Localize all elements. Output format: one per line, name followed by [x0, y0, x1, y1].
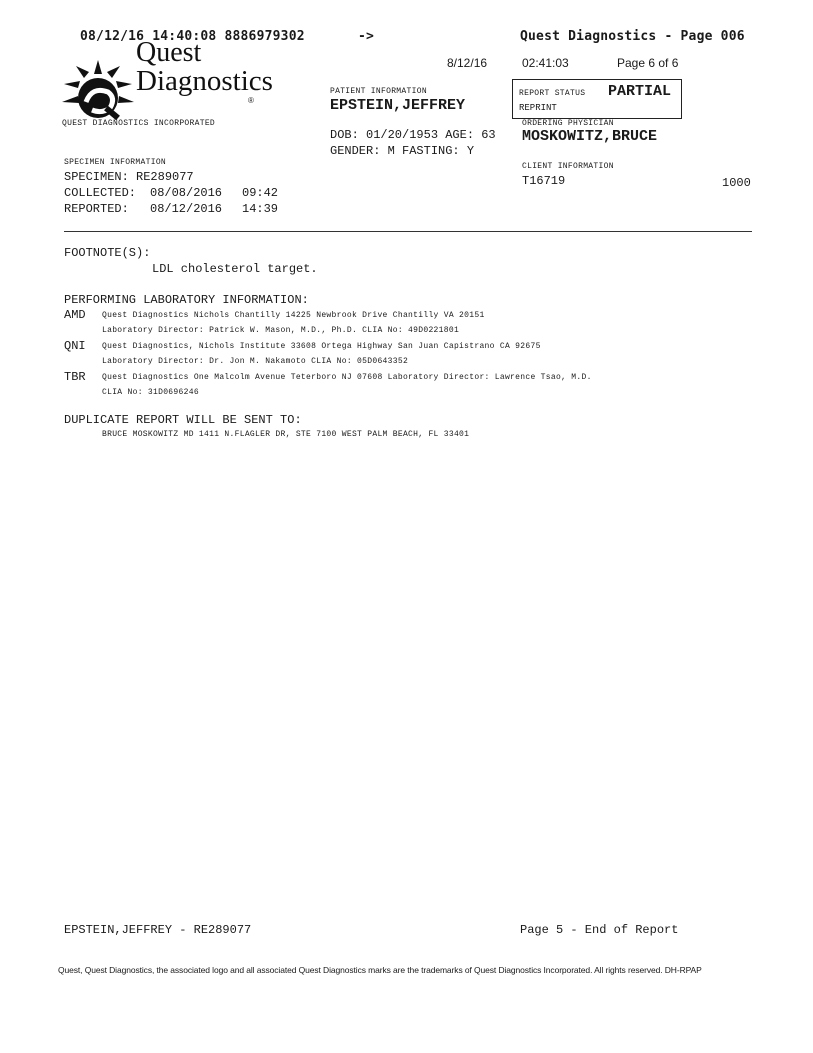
- performing-lab-title: PERFORMING LABORATORY INFORMATION:: [64, 293, 309, 307]
- lab-director-qni: Laboratory Director: Dr. Jon M. Nakamoto CLIA No: 05D0643352: [102, 357, 409, 366]
- footer-end-of-report: Page 5 - End of Report: [520, 923, 679, 937]
- lab-director-tbr: CLIA No: 31D0696246: [102, 388, 199, 397]
- duplicate-recipient: BRUCE MOSKOWITZ MD 1411 N.FLAGLER DR, STE 7100 WEST PALM BEACH, FL 33401: [102, 430, 470, 439]
- footer-patient-specimen: EPSTEIN,JEFFREY - RE289077: [64, 923, 252, 937]
- specimen-info-label: SPECIMEN INFORMATION: [64, 158, 167, 167]
- lab-address-qni: Quest Diagnostics, Nichols Institute 33608 Ortega Highway San Juan Capistrano CA 92675: [102, 342, 541, 351]
- collected-label: COLLECTED:: [64, 186, 137, 200]
- reported-time: 14:39: [242, 202, 279, 216]
- patient-dob-age: DOB: 01/20/1953 AGE: 63: [330, 128, 496, 142]
- collected-time: 09:42: [242, 186, 279, 200]
- registered-mark: ®: [248, 96, 254, 105]
- lab-address-amd: Quest Diagnostics Nichols Chantilly 14225 Newbrook Drive Chantilly VA 20151: [102, 311, 485, 320]
- patient-name: EPSTEIN,JEFFREY: [330, 97, 466, 114]
- print-date: 8/12/16: [447, 56, 488, 70]
- patient-info-label: PATIENT INFORMATION: [330, 87, 427, 96]
- lab-code-amd: AMD: [64, 308, 86, 322]
- header-divider: [64, 231, 752, 232]
- logo-text-quest: Quest: [136, 37, 202, 68]
- footnote-label: FOOTNOTE(S):: [64, 246, 151, 260]
- quest-logo-icon: [58, 56, 138, 124]
- reprint-label: REPRINT: [519, 103, 557, 113]
- footer-trademark: Quest, Quest Diagnostics, the associated logo and all associated Quest Diagnostics marks are the trademarks of Quest Diagnostics Incorporated. All rights reserved. DH-RPAP: [58, 965, 702, 975]
- patient-gender-fasting: GENDER: M FASTING: Y: [330, 144, 475, 158]
- report-status-value: PARTIAL: [608, 83, 672, 100]
- client-id: T16719: [522, 174, 566, 188]
- company-name: QUEST DIAGNOSTICS INCORPORATED: [62, 119, 216, 128]
- logo-text-diagnostics: Diagnostics: [136, 65, 273, 97]
- page-of: Page 6 of 6: [617, 56, 679, 70]
- print-time: 02:41:03: [522, 56, 569, 70]
- client-info-label: CLIENT INFORMATION: [522, 162, 614, 171]
- fax-header-arrow: ->: [358, 29, 375, 44]
- reported-label: REPORTED:: [64, 202, 129, 216]
- ordering-physician-label: ORDERING PHYSICIAN: [522, 119, 614, 128]
- specimen-id: SPECIMEN: RE289077: [64, 170, 194, 184]
- client-code: 1000: [722, 176, 751, 190]
- collected-date: 08/08/2016: [150, 186, 223, 200]
- footnote-text: LDL cholesterol target.: [152, 262, 318, 276]
- report-status-label: REPORT STATUS: [519, 89, 586, 98]
- lab-director-amd: Laboratory Director: Patrick W. Mason, M.D., Ph.D. CLIA No: 49D0221801: [102, 326, 460, 335]
- fax-header-left: 08/12/16 14:40:08 8886979302: [80, 29, 305, 44]
- lab-address-tbr: Quest Diagnostics One Malcolm Avenue Teterboro NJ 07608 Laboratory Director: Lawrence Tsao, M.D.: [102, 373, 592, 382]
- duplicate-report-title: DUPLICATE REPORT WILL BE SENT TO:: [64, 413, 302, 427]
- fax-header-right: Quest Diagnostics - Page 006: [520, 29, 745, 44]
- lab-code-tbr: TBR: [64, 370, 86, 384]
- reported-date: 08/12/2016: [150, 202, 223, 216]
- lab-code-qni: QNI: [64, 339, 86, 353]
- ordering-physician-name: MOSKOWITZ,BRUCE: [522, 128, 658, 145]
